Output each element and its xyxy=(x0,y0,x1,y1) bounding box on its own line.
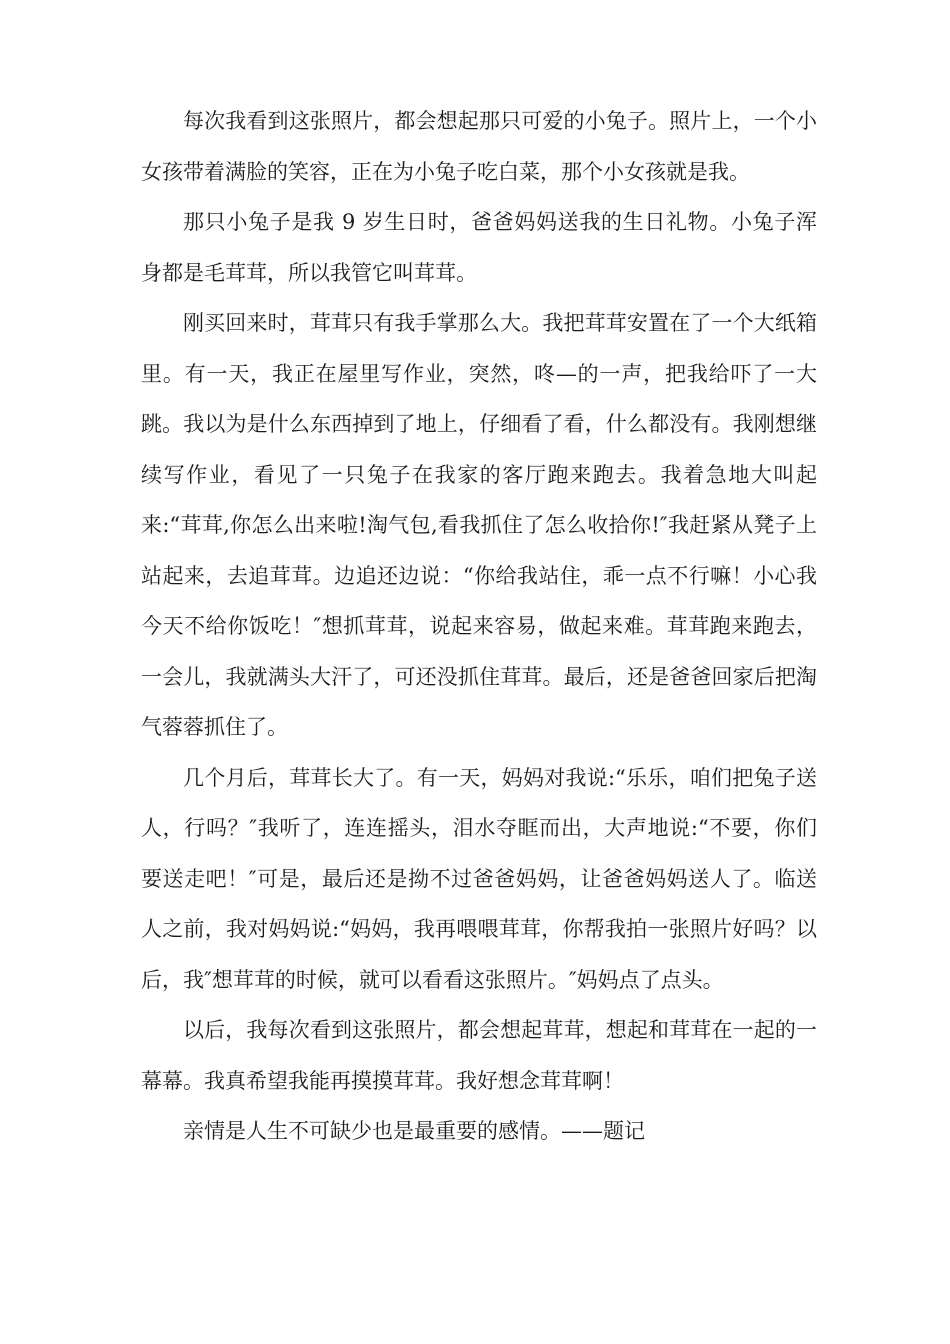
paragraph-5: 以后，我每次看到这张照片，都会想起茸茸，想起和茸茸在一起的一幕幕。我真希望我能再摸摸茸茸。我好想念茸茸啊！ xyxy=(141,1018,817,1093)
paragraph-2: 那只小兔子是我 9 岁生日时，爸爸妈妈送我的生日礼物。小兔子浑身都是毛茸茸，所以我管它叫茸茸。 xyxy=(141,210,817,285)
paragraph-4: 几个月后，茸茸长大了。有一天，妈妈对我说:“乐乐，咱们把兔子送人，行吗？″我听了，连连摇头，泪水夺眶而出，大声地说:“不要，你们要送走吧！″可是，最后还是拗不过爸爸妈妈，让爸爸妈妈送人了。临送人之前，我对妈妈说:“妈妈，我再喂喂茸茸，你帮我拍一张照片好吗？以后，我″想茸茸的时候，就可以看看这张照片。″妈妈点了点头。 xyxy=(141,765,817,992)
document-body xyxy=(141,96,817,1157)
paragraph-6: 亲情是人生不可缺少也是最重要的感情。——题记 xyxy=(183,1119,645,1143)
paragraph-1: 每次我看到这张照片，都会想起那只可爱的小兔子。照片上，一个小女孩带着满脸的笑容，正在为小兔子吃白菜，那个小女孩就是我。 xyxy=(141,109,817,184)
paragraph-3: 刚买回来时，茸茸只有我手掌那么大。我把茸茸安置在了一个大纸箱里。有一天，我正在屋里写作业，突然，咚—的一声，把我给吓了一大跳。我以为是什么东西掉到了地上，仔细看了看，什么都没有。我刚想继续写作业，看见了一只兔子在我家的客厅跑来跑去。我着急地大叫起来:“茸茸,你怎么出来啦!淘气包,看我抓住了怎么收拾你!″我赶紧从凳子上站起来，去追茸茸。边追还边说：“你给我站住，乖一点不行嘛！小心我今天不给你饭吃！″想抓茸茸，说起来容易，做起来难。茸茸跑来跑去，一会儿，我就满头大汗了，可还没抓住茸茸。最后，还是爸爸回家后把淘气蓉蓉抓住了。 xyxy=(141,311,817,739)
